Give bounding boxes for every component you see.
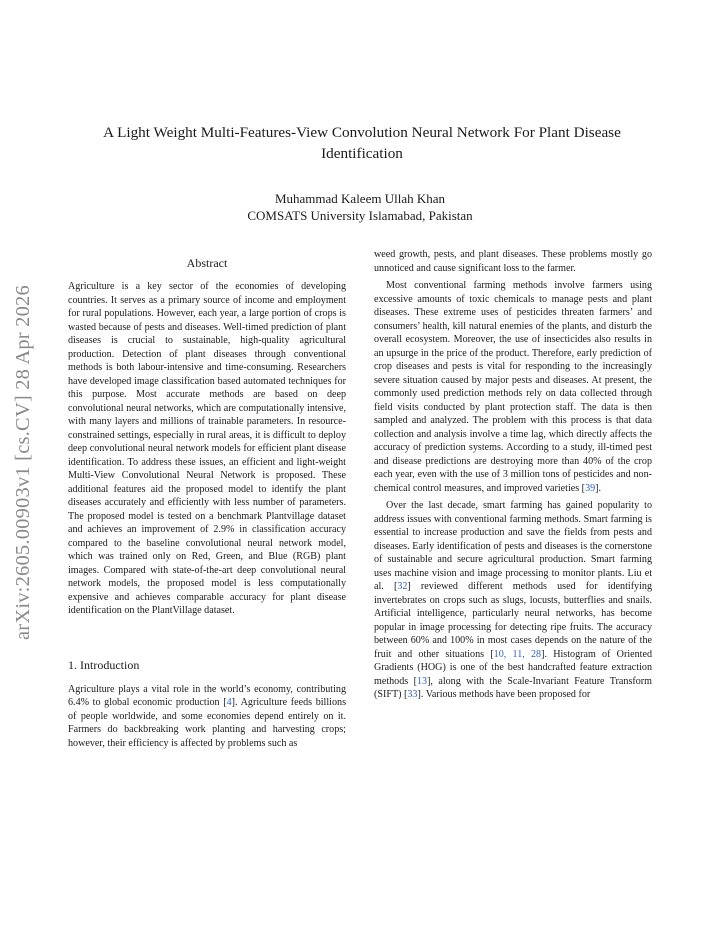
citation-link[interactable]: 13 bbox=[416, 675, 428, 687]
text-run: ]. bbox=[595, 482, 602, 494]
text-run: Over the last decade, smart farming has gained popularity to address issues with conventional farming methods. Smart farming is essential to increase production and save the fields from pests and diseases. Early identification of pests and diseases is the cornerstone of sustainable and secure agricultural production. Smart farming uses machine vision and image processing to monitor plants. Liu et al. [ bbox=[374, 500, 652, 592]
paragraph-conventional-farming bbox=[374, 279, 652, 495]
abstract-text: Agriculture is a key sector of the economies of developing countries. It serves as a primary source of income and employment for rural populations. However, each year, a large portion of crops is wasted because of pests and diseases. Well-timed prediction of plant diseases is crucial to sustainable, high-quality agricultural production. Detection of plant diseases through conventional methods is both labour-intensive and time-consuming. Researchers have developed image classification based automated techniques for this purpose. Most accurate methods are based on deep convolutional neural networks, which are computationally intensive, with many layers and millions of trainable parameters. In resource-constrained settings, especially in rural areas, it is difficult to deploy deep convolutional neural network models for efficient plant disease identification. To address these issues, an efficient and light-weight Multi-View Convolutional Neural Network is proposed. These additional features aid the proposed model to identify the plant diseases accurately and efficiently with less number of parameters. The proposed model is tested on a benchmark Plantvillage dataset and achieves an improvement of 2.9% in classification accuracy compared to the baseline convolutional neural network model, which was trained only on Red, Green, and Blue (RGB) plant images. Compared with state-of-the-art deep convolutional neural network models, the proposed model is less computationally expensive and achieves comparable accuracy for plant disease identification on the PlantVillage dataset. bbox=[68, 281, 346, 616]
citation-link[interactable]: 10, 11, 28 bbox=[493, 648, 542, 660]
right-column bbox=[374, 248, 652, 702]
author-affiliation: COMSATS University Islamabad, Pakistan bbox=[247, 208, 473, 223]
text-run: ] reviewed different methods used for identifying invertebrates on crops such as slugs, locusts, butterflies and snails. Artificial intelligence, particularly neural networks, has become popular in image processing for detecting ripe fruits. The accuracy between 60% and 100% in most cases depends on the nature of the fruit and other situations [ bbox=[374, 581, 652, 660]
text-run: ]. Various methods have been proposed for bbox=[417, 689, 591, 700]
paragraph-smart-farming bbox=[374, 499, 652, 702]
paragraph-continued: weed growth, pests, and plant diseases. These problems mostly go unnoticed and cause significant loss to the farmer. bbox=[374, 249, 652, 274]
paper-title: A Light Weight Multi-Features-View Convolution Neural Network For Plant Disease Identification bbox=[103, 124, 621, 162]
author-name: Muhammad Kaleem Ullah Khan bbox=[274, 191, 446, 206]
text-run: ], along with the Scale-Invariant Feature Transform (SIFT) [ bbox=[374, 675, 652, 700]
introduction-heading: 1. Introduction bbox=[68, 657, 140, 672]
citation-link[interactable]: 32 bbox=[397, 581, 408, 592]
text-run: ]. Agriculture feeds billions of people worldwide, and some economies depend entirely on it. Farmers do backbreaking work planting and harvesting crops; however, their efficiency is affected by problems such as bbox=[68, 697, 346, 749]
text-run: Agriculture plays a vital role in the world’s economy, contributing 6.4% to global economic production [ bbox=[68, 683, 346, 708]
introduction-paragraph bbox=[68, 683, 346, 751]
arxiv-identifier: arXiv:2605.00903v1 [cs.CV] 28 Apr 2026 bbox=[12, 285, 34, 640]
citation-link[interactable]: 4 bbox=[226, 697, 232, 708]
abstract-heading: Abstract bbox=[186, 256, 228, 270]
citation-link[interactable]: 39 bbox=[585, 482, 596, 494]
text-run: Most conventional farming methods involve farmers using excessive amounts of toxic chemicals to manage pests and plant diseases. These extreme uses of pesticides threaten farmers’ and consumers’ health, kill natural enemies of the plants, and disturb the overall ecosystem. Moreover, the use of insecticides also results in an upsurge in the price of the product. Therefore, early prediction of crop diseases and pests is vital for responding to the increasingly severe situation caused by major pests and diseases. At present, the commonly used prediction methods rely on data collected through field visits conducted by plant protection staff. The data is then sampled and analyzed. The problem with this process is that data collection and analysis involve a time lag, which directly affects the accuracy of prediction systems. According to a study, ill-timed pest and disease predictions are destroying more than 40% of the crop each year, even with the use of 3 million tons of pesticides and non-chemical control measures, and improved varieties [ bbox=[374, 280, 652, 494]
citation-link[interactable]: 33 bbox=[407, 689, 418, 700]
left-column bbox=[68, 256, 346, 750]
text-run: ]. Histogram of Oriented Gradients (HOG) is one of the best handcrafted feature extraction methods [ bbox=[374, 648, 652, 687]
